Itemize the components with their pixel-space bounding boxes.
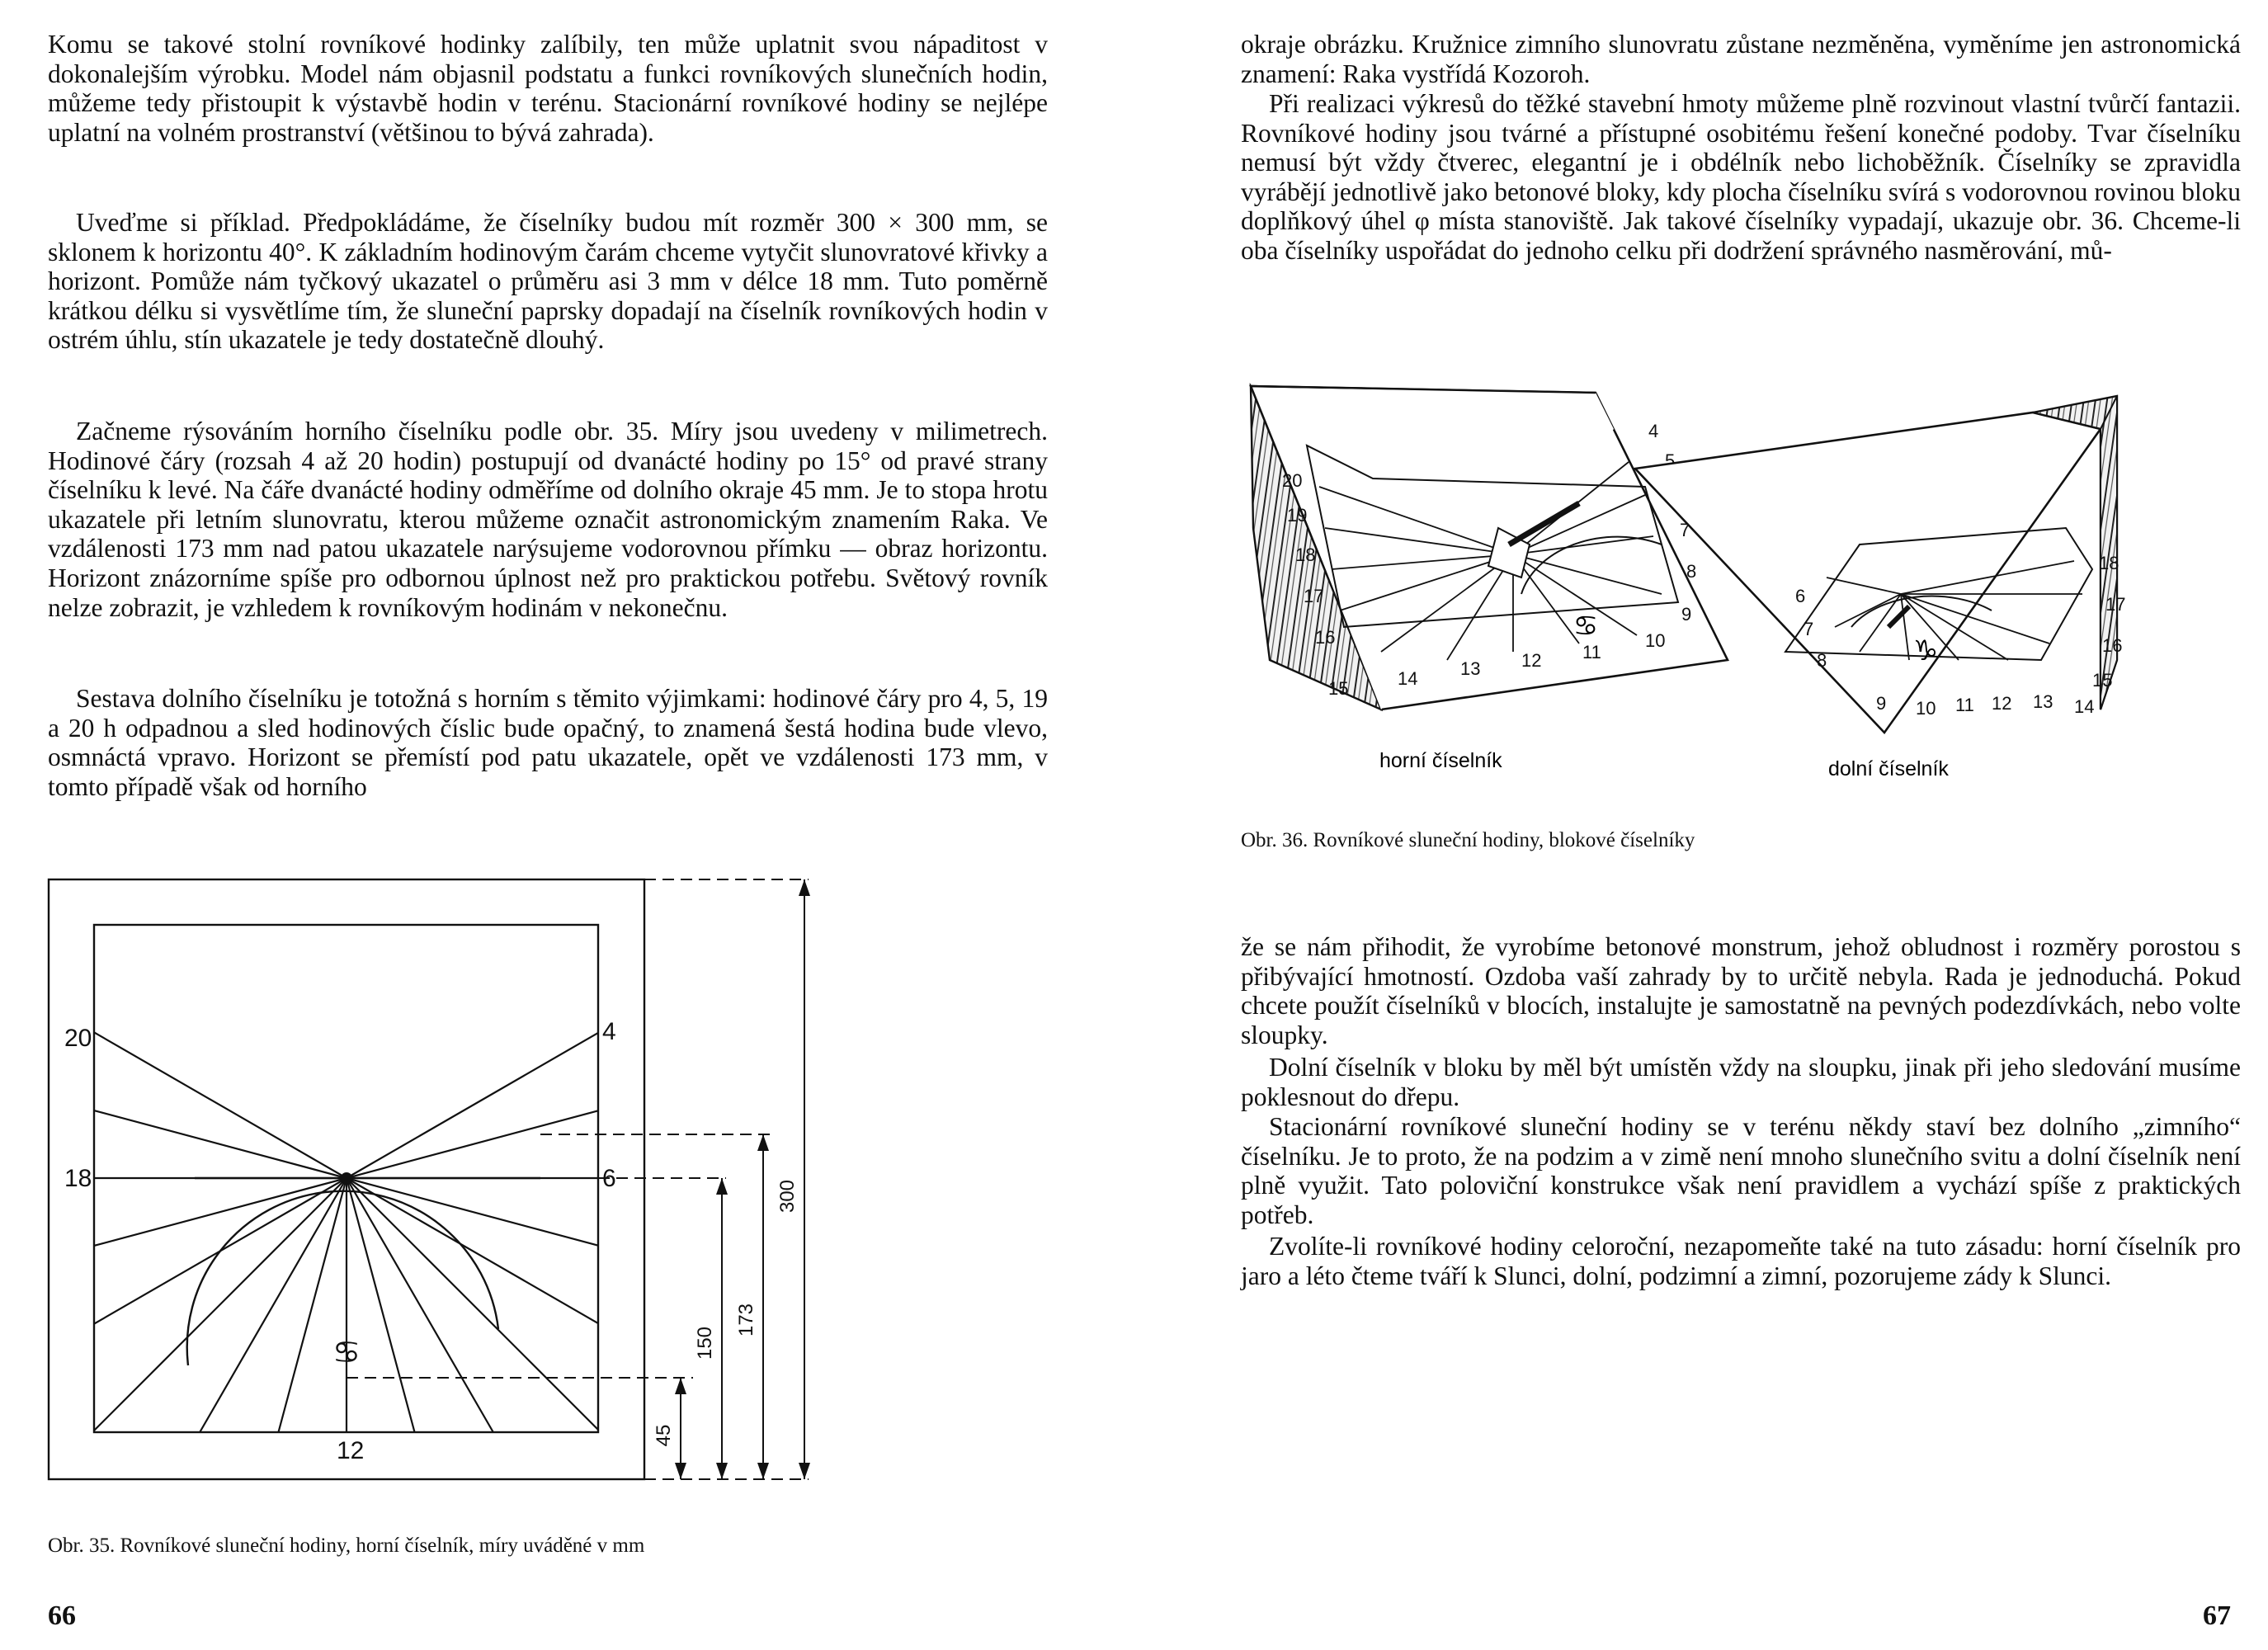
paragraph-1: Komu se takové stolní rovníkové hodinky zalíbily, ten může uplatnit svou nápaditost v dokonalejším výrobku. Model nám objasnil podstatu a funkci rovníkových slunečních hodin, můžeme tedy přistoupit k výstavbě hodin v terénu. Stacionární rovníkové hodiny se nejlépe uplatní na volném prostranství (většinou to bývá zahrada). bbox=[48, 30, 1048, 147]
hour-line bbox=[200, 1178, 347, 1432]
paragraph-10: Zvolíte-li rovníkové hodiny celoroční, nezapomeňte také na tuto zásadu: horní číselník pro jaro a léto čteme tváří k Slunci, dolní, podzimní a zimní, pozorujeme zády k Slunci. bbox=[1241, 1232, 2241, 1290]
lower-hour-numeral: 13 bbox=[2033, 691, 2053, 712]
page-number-right: 67 bbox=[2203, 1600, 2231, 1631]
hour-label-4: 4 bbox=[602, 1018, 616, 1045]
page-number-left: 66 bbox=[48, 1600, 76, 1631]
upper-hour-numeral: 12 bbox=[1521, 650, 1542, 671]
hour-line bbox=[347, 1178, 493, 1432]
hour-line bbox=[94, 1110, 347, 1178]
hour-line bbox=[94, 1178, 347, 1246]
hour-line bbox=[347, 1178, 598, 1323]
upper-hour-numeral: 19 bbox=[1287, 505, 1308, 526]
paragraph-8: Dolní číselník v bloku by měl být umístěn vždy na sloupku, jinak při jeho sledování musíme poklesnout do dřepu. bbox=[1241, 1053, 2241, 1111]
hour-line bbox=[94, 1178, 347, 1431]
lower-hour-numeral: 15 bbox=[2092, 670, 2113, 691]
hour-line bbox=[347, 1178, 598, 1430]
paragraph-7: že se nám přihodit, že vyrobíme betonové monstrum, jehož obludnost i rozměry porostou s přibývající hmotností. Ozdoba vaší zahrady by to určitě nebyla. Rada je jednoduchá. Pokud chcete použít číselníků v blocích, instalujte je samostatně na pevných podezdívkách, nebo volte sloupky. bbox=[1241, 932, 2241, 1049]
upper-hour-numeral: 7 bbox=[1680, 520, 1690, 540]
right-page bbox=[1134, 0, 2268, 1650]
upper-dial-label: horní číselník bbox=[1379, 749, 1502, 772]
lower-dial-block bbox=[1635, 396, 2125, 733]
lower-hour-numeral: 14 bbox=[2074, 696, 2095, 717]
dimension-300-label: 300 bbox=[776, 1179, 799, 1214]
dimension-150-label: 150 bbox=[694, 1326, 716, 1360]
hour-line bbox=[94, 1032, 347, 1178]
upper-hour-numeral: 16 bbox=[1315, 627, 1336, 648]
paragraph-5: okraje obrázku. Kružnice zimního slunovratu zůstane nezměněna, vyměníme jen astronomická znamení: Raka vystřídá Kozoroh. bbox=[1241, 30, 2241, 88]
lower-dial-label: dolní číselník bbox=[1828, 757, 1949, 780]
upper-hour-numeral: 17 bbox=[1304, 586, 1324, 606]
upper-hour-numeral: 18 bbox=[1295, 544, 1316, 565]
lower-hour-numeral: 16 bbox=[2102, 635, 2123, 656]
lower-hour-numeral: 10 bbox=[1916, 698, 1936, 719]
lower-hour-numeral: 8 bbox=[1817, 650, 1827, 671]
upper-cancer-sign: ♋ bbox=[1573, 610, 1599, 642]
upper-hour-numeral: 14 bbox=[1398, 668, 1418, 689]
figure-35-caption: Obr. 35. Rovníkové sluneční hodiny, horní číselník, míry uváděné v mm bbox=[48, 1534, 645, 1557]
paragraph-3: Začneme rýsováním horního číselníku podle obr. 35. Míry jsou uvedeny v milimetrech. Hodinové čáry (rozsah 4 až 20 hodin) postupují od dvanácté hodiny po 15° od pravé strany číselníku k levé. Na čáře dvanácté hodiny odměříme od dolního okraje 45 mm. Je to stopa hrotu ukazatele při letním slunovratu, kterou můžeme označit astronomickým znamením Raka. Ve vzdálenosti 173 mm nad patou ukazatele narýsujeme vodorovnou přímku — obraz horizontu. Horizont znázorníme spíše pro odbornou úplnost než pro praktickou potřebu. Světový rovník nelze zobrazit, je vzhledem k rovníkovým hodinám v nekonečnu. bbox=[48, 417, 1048, 622]
paragraph-4: Sestava dolního číselníku je totožná s horním s těmito výjimkami: hodinové čáry pro 4, 5, 19 a 20 h odpadnou a sled hodinových číslic bude opačný, to znamená šestá hodina bude vlevo, osmnáctá vpravo. Horizont se přemístí pod patu ukazatele, opět ve vzdálenosti 173 mm, v tomto případě však od horního bbox=[48, 684, 1048, 801]
paragraph-6: Při realizaci výkresů do těžké stavební hmoty můžeme plně rozvinout vlastní tvůrčí fantazii. Rovníkové hodiny jsou tvárné a přístupné osobitému řešení konečné podoby. Tvar číselníku nemusí být vždy čtverec, elegantní je i obdélník nebo lichoběžník. Číselníky se zpravidla vyrábějí jednotlivě jako betonové bloky, kdy plocha číselníku svírá s vodorovnou rovinou bloku doplňkový úhel φ místa stanoviště. Jak takové číselníky vypadají, ukazuje obr. 36. Chceme-li oba číselníky uspořádat do jednoho celku při dodržení správného nasměrování, mů- bbox=[1241, 89, 2241, 265]
hour-line bbox=[347, 1178, 415, 1432]
lower-hour-numeral: 6 bbox=[1795, 586, 1806, 606]
lower-hour-numeral: 17 bbox=[2105, 594, 2126, 615]
upper-hour-numeral: 5 bbox=[1665, 450, 1676, 471]
lower-hour-numeral: 12 bbox=[1992, 693, 2012, 714]
lower-capricorn-sign: ♑ bbox=[1912, 635, 1939, 667]
hour-line bbox=[278, 1178, 347, 1432]
figure-36-block-dials-diagram bbox=[1134, 0, 2268, 825]
upper-hour-numeral: 11 bbox=[1582, 642, 1601, 662]
upper-hour-numeral: 9 bbox=[1681, 604, 1692, 625]
upper-hour-numeral: 15 bbox=[1328, 678, 1349, 699]
dimension-45-label: 45 bbox=[653, 1424, 675, 1447]
cancer-sign: ♋ bbox=[332, 1336, 361, 1370]
hour-label-12: 12 bbox=[337, 1437, 365, 1464]
dimension-173-label: 173 bbox=[735, 1303, 757, 1337]
figure-35-upper-dial-diagram bbox=[0, 0, 1134, 1568]
upper-dial-block bbox=[1251, 386, 1728, 710]
hour-label-20: 20 bbox=[64, 1025, 92, 1052]
hour-label-18: 18 bbox=[64, 1165, 92, 1192]
figure-36-caption: Obr. 36. Rovníkové sluneční hodiny, blokové číselníky bbox=[1241, 829, 1695, 851]
paragraph-9: Stacionární rovníkové sluneční hodiny se v terénu někdy staví bez dolního „zimního“ číselníku. Je to proto, že na podzim a v zimě není mnoho slunečního svitu a dolní číselník není plně využit. Tato poloviční konstrukce však není pravidlem a vychází spíše z praktických potřeb. bbox=[1241, 1112, 2241, 1229]
hour-line bbox=[347, 1110, 598, 1178]
lower-hour-numeral: 18 bbox=[2099, 553, 2119, 573]
hour-line bbox=[347, 1178, 598, 1246]
hour-label-6: 6 bbox=[602, 1165, 616, 1192]
paragraph-2: Uveďme si příklad. Předpokládáme, že číselníky budou mít rozměr 300 × 300 mm, se sklonem k horizontu 40°. K základním hodinovým čarám chceme vytyčit slunovratové křivky a horizont. Pomůže nám tyčkový ukazatel o průměru asi 3 mm v délce 18 mm. Tuto poměrně krátkou délku si vysvětlíme tím, že sluneční paprsky dopadají na číselník rovníkových hodin v ostrém úhlu, stín ukazatele je tedy dostatečně dlouhý. bbox=[48, 208, 1048, 355]
upper-hour-numeral: 13 bbox=[1460, 658, 1481, 679]
upper-hour-numeral: 10 bbox=[1645, 630, 1666, 651]
lower-hour-numeral: 7 bbox=[1804, 619, 1814, 639]
hour-line bbox=[347, 1033, 598, 1178]
lower-hour-numeral: 11 bbox=[1955, 695, 1974, 715]
upper-hour-numeral: 4 bbox=[1648, 421, 1659, 441]
upper-hour-numeral: 20 bbox=[1282, 470, 1303, 491]
hour-line bbox=[94, 1178, 347, 1324]
lower-hour-numeral: 9 bbox=[1876, 693, 1887, 714]
upper-hour-numeral: 8 bbox=[1686, 561, 1697, 582]
